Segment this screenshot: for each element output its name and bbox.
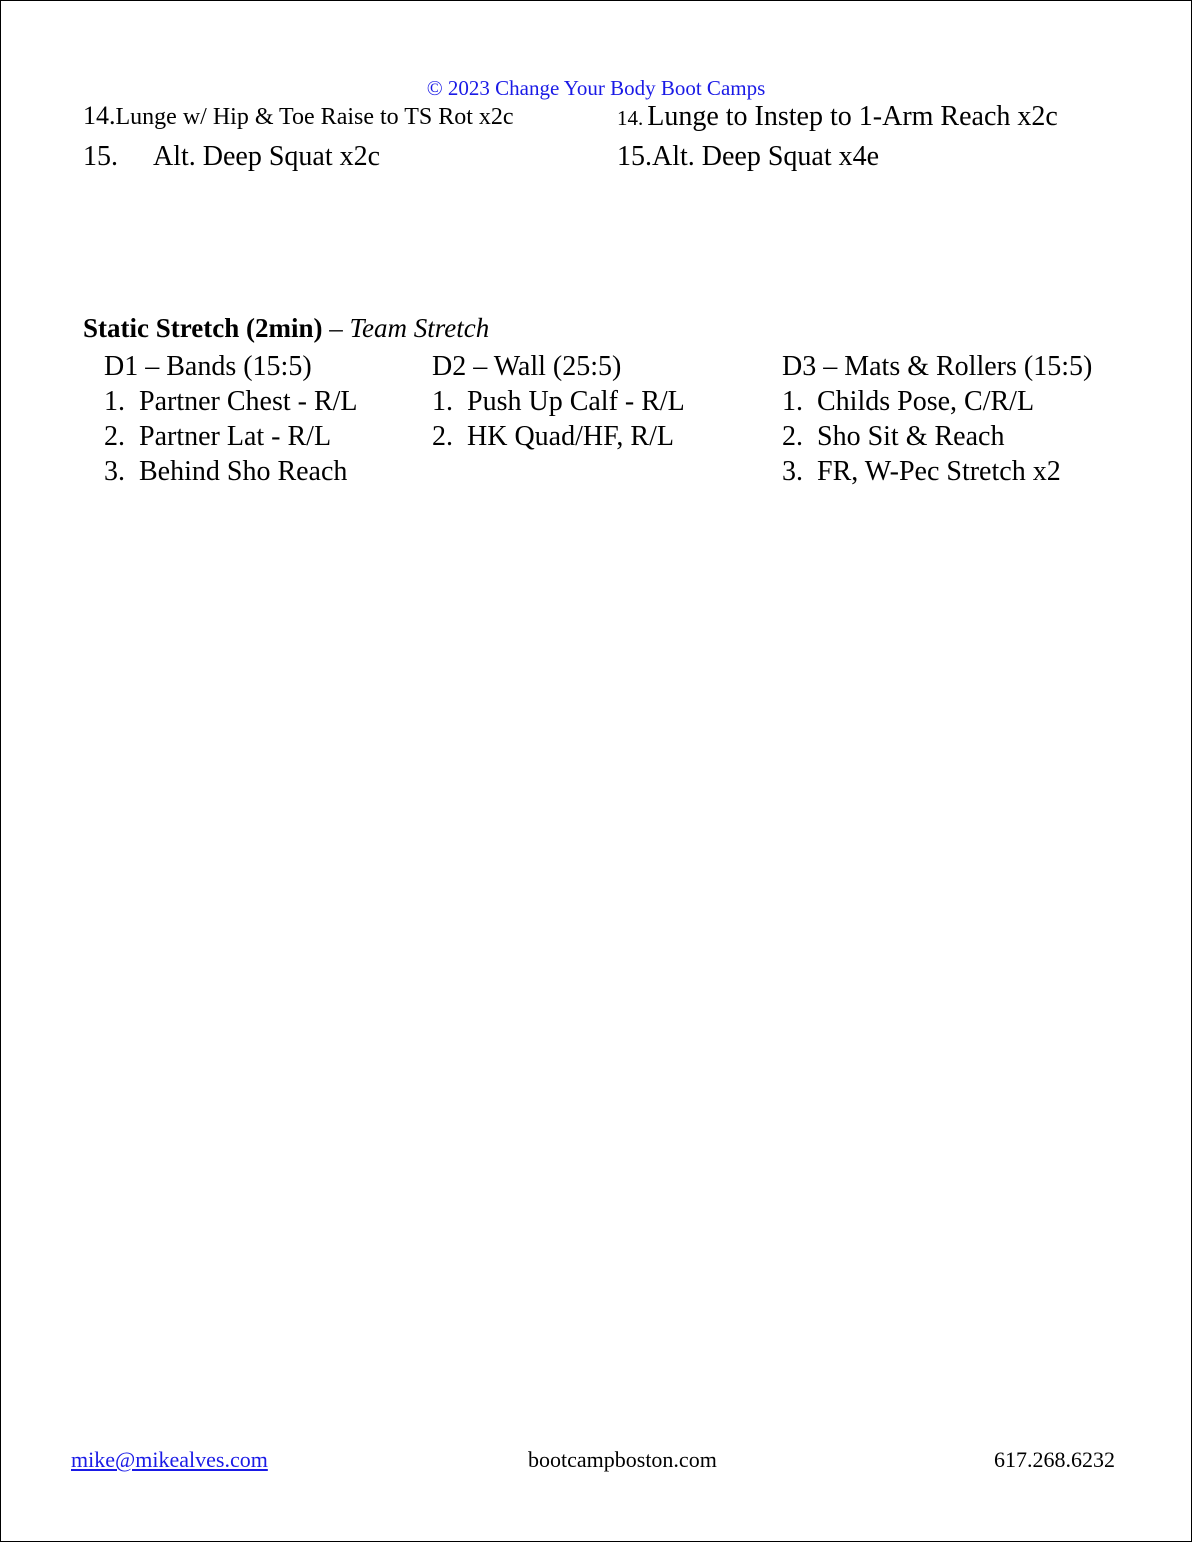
item-number: 2. xyxy=(782,421,803,452)
list-item xyxy=(104,454,358,489)
copyright-notice: © 2023 Change Your Body Boot Camps xyxy=(426,76,766,100)
section-separator: – xyxy=(322,313,350,343)
item-text: FR, W-Pec Stretch x2 xyxy=(817,456,1061,487)
drill-number: 15. xyxy=(83,141,118,172)
drill-text: Lunge w/ Hip & Toe Raise to TS Rot x2c xyxy=(115,104,514,130)
item-text: HK Quad/HF, R/L xyxy=(467,421,674,452)
list-item xyxy=(104,419,358,454)
station-header: D3 – Mats & Rollers (15:5) xyxy=(782,351,1093,382)
drill-text: Alt. Deep Squat x2c xyxy=(153,141,381,172)
item-text: Push Up Calf - R/L xyxy=(467,386,685,417)
list-item xyxy=(782,419,1092,454)
item-number: 1. xyxy=(782,386,803,417)
drill-number: 14. xyxy=(83,101,116,130)
email-link[interactable]: mike@mikealves.com xyxy=(71,1447,268,1472)
item-text: Behind Sho Reach xyxy=(139,456,348,487)
footer-website: bootcampboston.com xyxy=(528,1447,717,1472)
footer-email xyxy=(71,1447,268,1473)
station-header: D1 – Bands (15:5) xyxy=(104,351,312,382)
section-title: Static Stretch (2min) xyxy=(83,313,323,343)
list-item xyxy=(782,384,1092,419)
list-item xyxy=(782,454,1092,489)
item-text: Sho Sit & Reach xyxy=(817,421,1005,452)
item-number: 2. xyxy=(104,421,125,452)
station-d3 xyxy=(782,349,1092,489)
drill-number: 15. xyxy=(617,141,652,172)
item-number: 3. xyxy=(782,456,803,487)
item-number: 2. xyxy=(432,421,453,452)
item-text: Partner Chest - R/L xyxy=(139,386,358,417)
footer-phone: 617.268.6232 xyxy=(994,1447,1115,1472)
item-text: Partner Lat - R/L xyxy=(139,421,332,452)
list-item xyxy=(432,384,685,419)
drill-left-15 xyxy=(83,141,380,173)
drill-text: Alt. Deep Squat x4e xyxy=(652,141,880,172)
list-item xyxy=(432,419,685,454)
drill-right-15 xyxy=(617,141,879,173)
item-number: 3. xyxy=(104,456,125,487)
drill-left-14 xyxy=(83,101,514,131)
list-item xyxy=(104,384,358,419)
item-number: 1. xyxy=(432,386,453,417)
item-number: 1. xyxy=(104,386,125,417)
station-d1 xyxy=(104,349,358,489)
drill-right-14 xyxy=(617,101,1058,133)
drill-text: Lunge to Instep to 1-Arm Reach x2c xyxy=(647,101,1058,132)
section-heading xyxy=(83,313,489,344)
item-text: Childs Pose, C/R/L xyxy=(817,386,1035,417)
section-subtitle: Team Stretch xyxy=(349,313,490,343)
drill-number: 14. xyxy=(617,106,644,130)
station-header: D2 – Wall (25:5) xyxy=(432,351,622,382)
station-d2 xyxy=(432,349,685,454)
